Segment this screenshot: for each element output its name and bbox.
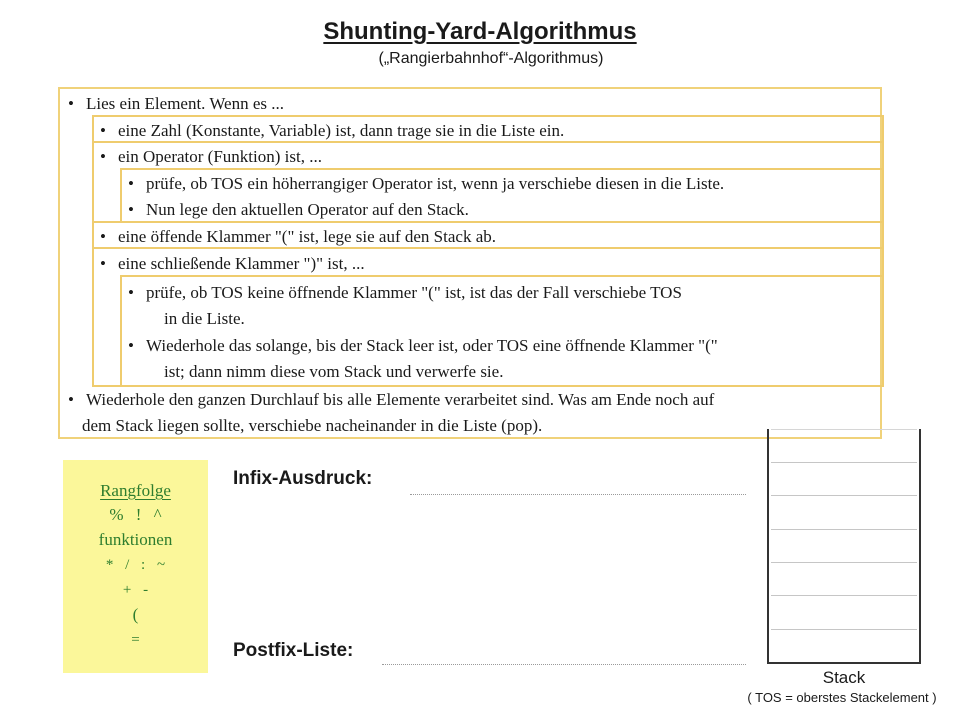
precedence-level-3: * / : ~ (105, 557, 166, 573)
precedence-level-6: = (131, 632, 140, 648)
bullet-icon: • (68, 390, 74, 409)
precedence-level-5: ( (132, 605, 139, 624)
infix-input-line[interactable] (410, 494, 746, 495)
bullet-icon: • (128, 200, 134, 219)
precedence-level-4: + - (122, 582, 149, 598)
bullet-icon: • (128, 283, 134, 302)
page-title (0, 18, 960, 46)
bullet-icon: • (100, 254, 106, 273)
case-operator (100, 147, 322, 167)
postfix-input-line[interactable] (382, 664, 746, 665)
case-open-paren (100, 227, 496, 247)
case-open-paren-text: eine öffende Klammer "(" ist, lege sie auf den Stack ab. (118, 227, 496, 246)
case-close-paren (100, 254, 365, 274)
step-read-element-text: Lies ein Element. Wenn es ... (86, 94, 285, 113)
close-paren-substep-1-line2: in die Liste. (164, 309, 245, 328)
page-subtitle: („Rangierbahnhof“-Algorithmus) (378, 50, 604, 67)
operator-substep-1 (128, 174, 724, 194)
bullet-icon: • (100, 121, 106, 140)
close-paren-substep-2-line2: ist; dann nimm diese vom Stack und verwerfe sie. (164, 362, 504, 381)
stack-slot-divider (771, 529, 917, 530)
title-text: Shunting-Yard-Algorithmus (323, 18, 637, 45)
stack-slot-divider (771, 562, 917, 563)
postfix-label: Postfix-Liste: (233, 640, 354, 661)
stack-slot-divider (771, 495, 917, 496)
stack-slot-divider (771, 629, 917, 630)
algorithm-rules-box (58, 87, 882, 439)
bullet-icon: • (100, 147, 106, 166)
precedence-level-2: funktionen (98, 530, 173, 549)
step-read-element (68, 94, 284, 114)
stack-slot-divider (771, 429, 917, 430)
infix-label: Infix-Ausdruck: (233, 468, 373, 489)
close-paren-substep-2-line1: Wiederhole das solange, bis der Stack leer ist, oder TOS eine öffnende Klammer "(" (146, 336, 718, 355)
operator-substep-2 (128, 200, 469, 220)
bullet-icon: • (68, 94, 74, 113)
step-repeat-line1: Wiederhole den ganzen Durchlauf bis alle Elemente verarbeitet sind. Was am Ende noch auf (86, 390, 715, 409)
close-paren-substep-1 (128, 283, 682, 328)
precedence-title: Rangfolge (100, 481, 171, 500)
stack-slot-divider (771, 595, 917, 596)
precedence-level-1: % ! ^ (109, 505, 162, 524)
operator-substep-2-text: Nun lege den aktuellen Operator auf den Stack. (146, 200, 469, 219)
step-repeat (68, 390, 715, 435)
stack-slot-divider (771, 462, 917, 463)
case-close-paren-text: eine schließende Klammer ")" ist, ... (118, 254, 365, 273)
close-paren-substep-2 (128, 336, 718, 381)
bullet-icon: • (128, 336, 134, 355)
operator-substep-1-text: prüfe, ob TOS ein höherrangiger Operator ist, wenn ja verschiebe diesen in die Liste. (146, 174, 725, 193)
stack-container (767, 429, 921, 664)
close-paren-substep-1-line1: prüfe, ob TOS keine öffnende Klammer "(" ist, ist das der Fall verschiebe TOS (146, 283, 682, 302)
stack-note: ( TOS = oberstes Stackelement ) (747, 690, 937, 705)
stack-title: Stack (822, 668, 866, 687)
precedence-card (63, 460, 208, 673)
bullet-icon: • (128, 174, 134, 193)
case-operator-text: ein Operator (Funktion) ist, ... (118, 147, 322, 166)
case-number-text: eine Zahl (Konstante, Variable) ist, dann trage sie in die Liste ein. (118, 121, 565, 140)
case-number (100, 121, 564, 141)
step-repeat-line2: dem Stack liegen sollte, verschiebe nacheinander in die Liste (pop). (82, 416, 543, 435)
bullet-icon: • (100, 227, 106, 246)
